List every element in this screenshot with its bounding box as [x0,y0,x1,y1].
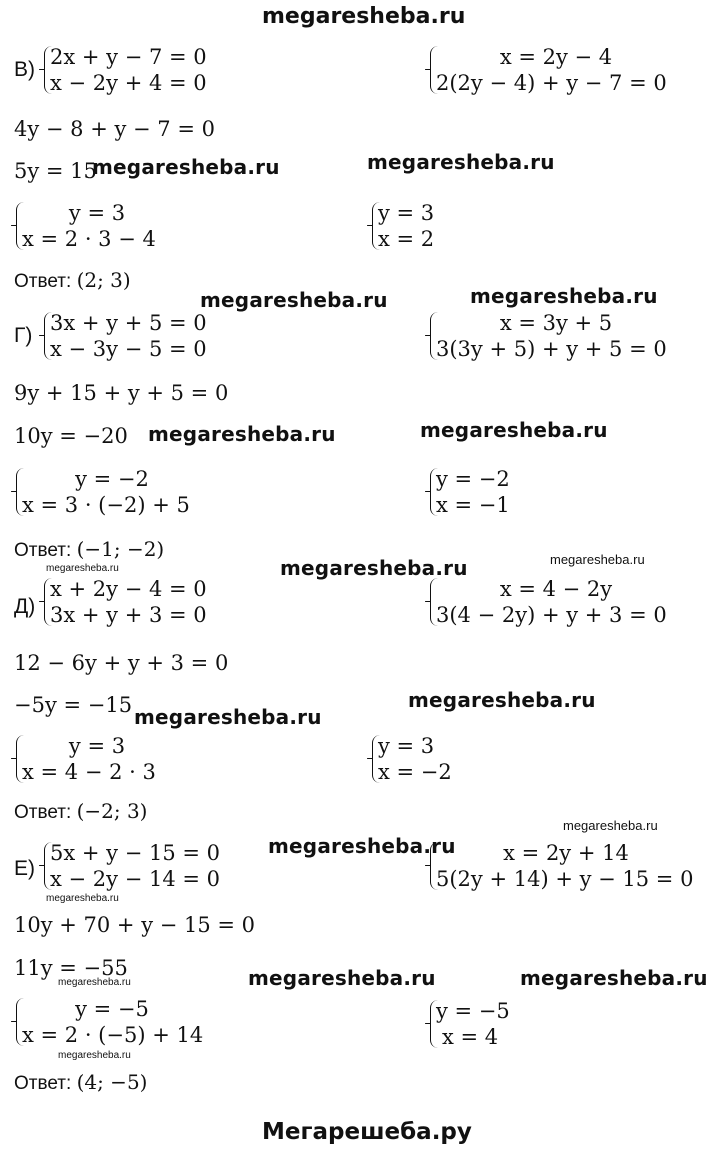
equation: x = 4 − 2y [499,577,613,601]
equation: 3x + y + 5 = 0 [50,311,207,335]
part-v-label: В) [14,58,35,81]
part-d-answer [14,799,147,825]
equation: 3(3y + 5) + y + 5 = 0 [436,337,667,361]
part-d-step-2: −5y = −15 [14,693,133,717]
part-g-system-2 [430,310,690,362]
part-e-step-1: 10y + 70 + y − 15 = 0 [14,913,256,937]
part-g-system-4 [430,466,540,518]
equation: x = 4 [442,1025,499,1049]
watermark: megaresheba.ru [92,155,280,179]
part-g-label: Г) [14,324,33,347]
part-v-step-2: 5y = 15 [14,159,97,183]
equation: x − 2y − 14 = 0 [50,867,220,891]
equation: x = 4 − 2 · 3 [22,760,156,784]
answer-value: (−1; −2) [76,537,165,561]
watermark: megaresheba.ru [420,418,608,442]
part-d-system-1 [44,576,244,628]
equation: y = −5 [75,997,149,1021]
answer-value: (2; 3) [76,268,131,292]
watermark: megaresheba.ru [134,705,322,729]
equation: 2(2y − 4) + y − 7 = 0 [436,71,667,95]
watermark: megaresheba.ru [46,563,119,574]
equation: x = 3 · (−2) + 5 [22,493,190,517]
part-e-system-2 [430,840,700,892]
equation: x = 3y + 5 [499,311,613,335]
part-v-system-1 [44,44,244,96]
equation: x = 2y + 14 [503,841,629,865]
equation: x + 2y − 4 = 0 [50,577,207,601]
watermark: megaresheba.ru [200,288,388,312]
answer-value: (4; −5) [76,1070,148,1094]
watermark: megaresheba.ru [550,552,645,567]
answer-label: Ответ: [14,802,72,823]
part-e-system-1 [44,840,254,892]
part-g-step-1: 9y + 15 + y + 5 = 0 [14,381,229,405]
answer-label: Ответ: [14,271,72,292]
answer-label: Ответ: [14,540,72,561]
equation: y = 3 [68,201,126,225]
equation: y = 3 [68,734,126,758]
watermark: megaresheba.ru [248,966,436,990]
part-e-answer [14,1070,147,1096]
part-d-system-4 [372,733,482,785]
part-g-step-2: 10y = −20 [14,424,128,448]
part-d-system-2 [430,576,690,628]
equation: x = −1 [436,493,510,517]
equation: x = 2 [378,227,435,251]
equation: 3(4 − 2y) + y + 3 = 0 [436,603,667,627]
watermark: megaresheba.ru [408,688,596,712]
equation: 5x + y − 15 = 0 [50,841,220,865]
header-title: megaresheba.ru [262,4,466,29]
part-v-system-4 [372,200,472,252]
equation: x = 2y − 4 [499,45,613,69]
equation: x = 2 · (−5) + 14 [22,1023,204,1047]
part-d-system-3 [16,733,196,785]
part-d-label: Д) [14,595,36,618]
watermark: megaresheba.ru [268,834,456,858]
part-v-system-2 [430,44,690,96]
watermark: megaresheba.ru [367,150,555,174]
watermark: megaresheba.ru [58,977,131,988]
part-e-system-4 [430,998,540,1050]
equation: 2x + y − 7 = 0 [50,45,207,69]
part-v-step-1: 4y − 8 + y − 7 = 0 [14,117,215,141]
part-d-step-1: 12 − 6y + y + 3 = 0 [14,651,229,675]
equation: x = 2 · 3 − 4 [22,227,156,251]
equation: y = 3 [378,734,435,758]
part-g-system-1 [44,310,244,362]
watermark: megaresheba.ru [563,818,658,833]
part-g-answer [14,537,164,563]
footer-title: Мегарешеба.ру [262,1119,472,1145]
equation: 3x + y + 3 = 0 [50,603,207,627]
part-e-label: Е) [14,857,35,880]
equation: x − 2y + 4 = 0 [50,71,207,95]
watermark: megaresheba.ru [470,284,658,308]
equation: x − 3y − 5 = 0 [50,337,207,361]
part-e-system-3 [16,996,226,1048]
watermark: megaresheba.ru [280,556,468,580]
part-v-answer [14,268,131,294]
watermark: megaresheba.ru [46,893,119,904]
part-g-system-3 [16,466,216,518]
equation: x = −2 [378,760,452,784]
watermark: megaresheba.ru [58,1050,131,1061]
answer-label: Ответ: [14,1073,72,1094]
equation: 5(2y + 14) + y − 15 = 0 [436,867,694,891]
equation: y = −5 [436,999,510,1023]
equation: y = −2 [75,467,149,491]
answer-value: (−2; 3) [76,799,148,823]
part-e-step-2: 11y = −55 [14,956,128,980]
watermark: megaresheba.ru [520,966,708,990]
equation: y = −2 [436,467,510,491]
part-v-system-3 [16,200,196,252]
watermark: megaresheba.ru [148,422,336,446]
equation: y = 3 [378,201,435,225]
